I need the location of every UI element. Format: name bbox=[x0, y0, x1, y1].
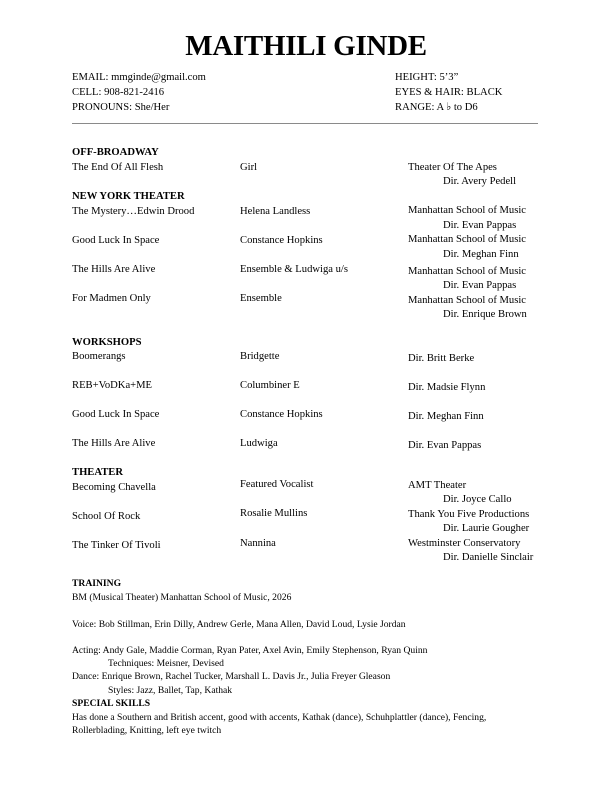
credit-role: Ensemble bbox=[240, 293, 282, 304]
credit-role: Bridgette bbox=[240, 351, 280, 362]
credit-venue: Westminster Conservatory bbox=[408, 538, 521, 549]
credit-venue: Theater Of The Apes bbox=[408, 162, 497, 173]
training-acting-techniques: Techniques: Meisner, Devised bbox=[108, 658, 224, 669]
credit-role: Nannina bbox=[240, 538, 276, 549]
credit-show: The Mystery…Edwin Drood bbox=[72, 206, 195, 217]
training-dance-styles: Styles: Jazz, Ballet, Tap, Kathak bbox=[108, 685, 233, 696]
credit-role: Featured Vocalist bbox=[240, 479, 314, 490]
section-heading-workshops: WORKSHOPS bbox=[72, 337, 142, 348]
height: HEIGHT: 5’3” bbox=[395, 72, 459, 83]
credit-show: The End Of All Flesh bbox=[72, 162, 164, 173]
credit-show: The Hills Are Alive bbox=[72, 264, 156, 275]
credit-director: Dir. Enrique Brown bbox=[443, 309, 527, 320]
credit-director: Dir. Meghan Finn bbox=[443, 249, 519, 260]
credit-director: Dir. Joyce Callo bbox=[443, 494, 512, 505]
credit-director: Dir. Danielle Sinclair bbox=[443, 552, 534, 563]
credit-show: Good Luck In Space bbox=[72, 235, 160, 246]
credit-role: Ensemble & Ludwiga u/s bbox=[240, 264, 348, 275]
credit-show: Good Luck In Space bbox=[72, 409, 160, 420]
credit-role: Constance Hopkins bbox=[240, 409, 323, 420]
credit-director: Dir. Evan Pappas bbox=[443, 220, 517, 231]
credit-venue: Manhattan School of Music bbox=[408, 295, 526, 306]
credit-role: Rosalie Mullins bbox=[240, 508, 308, 519]
vocal-range: RANGE: A ♭ to D6 bbox=[395, 102, 478, 113]
credit-show: Becoming Chavella bbox=[72, 482, 156, 493]
section-heading-new-york-theater: NEW YORK THEATER bbox=[72, 191, 185, 202]
credit-director: Dir. Britt Berke bbox=[408, 353, 475, 364]
credit-show: The Tinker Of Tivoli bbox=[72, 540, 161, 551]
credit-role: Ludwiga bbox=[240, 438, 278, 449]
eyes-hair: EYES & HAIR: BLACK bbox=[395, 87, 503, 98]
credit-venue: Manhattan School of Music bbox=[408, 266, 526, 277]
training-voice: Voice: Bob Stillman, Erin Dilly, Andrew Gerle, Mana Allen, David Loud, Lysie Jordan bbox=[72, 619, 406, 630]
cell-phone: CELL: 908-821-2416 bbox=[72, 87, 165, 98]
credit-director: Dir. Laurie Gougher bbox=[443, 523, 530, 534]
section-heading-theater: THEATER bbox=[72, 467, 124, 478]
credit-role: Helena Landless bbox=[240, 206, 311, 217]
special-skills-line: Has done a Southern and British accent, good with accents, Kathak (dance), Schuhplattler (dance), Fencing, bbox=[72, 712, 487, 723]
credit-show: Boomerangs bbox=[72, 351, 126, 362]
training-degree: BM (Musical Theater) Manhattan School of Music, 2026 bbox=[72, 592, 292, 603]
credit-venue: Thank You Five Productions bbox=[408, 509, 530, 520]
credit-show: The Hills Are Alive bbox=[72, 438, 156, 449]
section-heading-off-broadway: OFF-BROADWAY bbox=[72, 147, 159, 158]
credit-director: Dir. Meghan Finn bbox=[408, 411, 484, 422]
credit-director: Dir. Evan Pappas bbox=[408, 440, 482, 451]
credit-role: Girl bbox=[240, 162, 258, 173]
credit-role: Constance Hopkins bbox=[240, 235, 323, 246]
credit-venue: Manhattan School of Music bbox=[408, 234, 526, 245]
credit-director: Dir. Evan Pappas bbox=[443, 280, 517, 291]
credit-director: Dir. Madsie Flynn bbox=[408, 382, 486, 393]
training-dance: Dance: Enrique Brown, Rachel Tucker, Marshall L. Davis Jr., Julia Freyer Gleason bbox=[72, 671, 391, 682]
special-skills-line: Rollerblading, Knitting, left eye twitch bbox=[72, 725, 222, 736]
credit-show: REB+VoDKa+ME bbox=[72, 380, 153, 391]
page-title: MAITHILI GINDE bbox=[185, 30, 427, 62]
email: EMAIL: mmginde@gmail.com bbox=[72, 72, 206, 83]
section-heading-training: TRAINING bbox=[72, 578, 122, 589]
credit-venue: AMT Theater bbox=[408, 480, 467, 491]
credit-venue: Manhattan School of Music bbox=[408, 205, 526, 216]
pronouns: PRONOUNS: She/Her bbox=[72, 102, 170, 113]
training-acting: Acting: Andy Gale, Maddie Corman, Ryan Pater, Axel Avin, Emily Stephenson, Ryan Quinn bbox=[72, 645, 428, 656]
credit-show: School Of Rock bbox=[72, 511, 141, 522]
divider bbox=[72, 123, 538, 124]
credit-director: Dir. Avery Pedell bbox=[443, 176, 517, 187]
section-heading-special-skills: SPECIAL SKILLS bbox=[72, 698, 151, 709]
credit-role: Columbiner E bbox=[240, 380, 300, 391]
credit-show: For Madmen Only bbox=[72, 293, 151, 304]
